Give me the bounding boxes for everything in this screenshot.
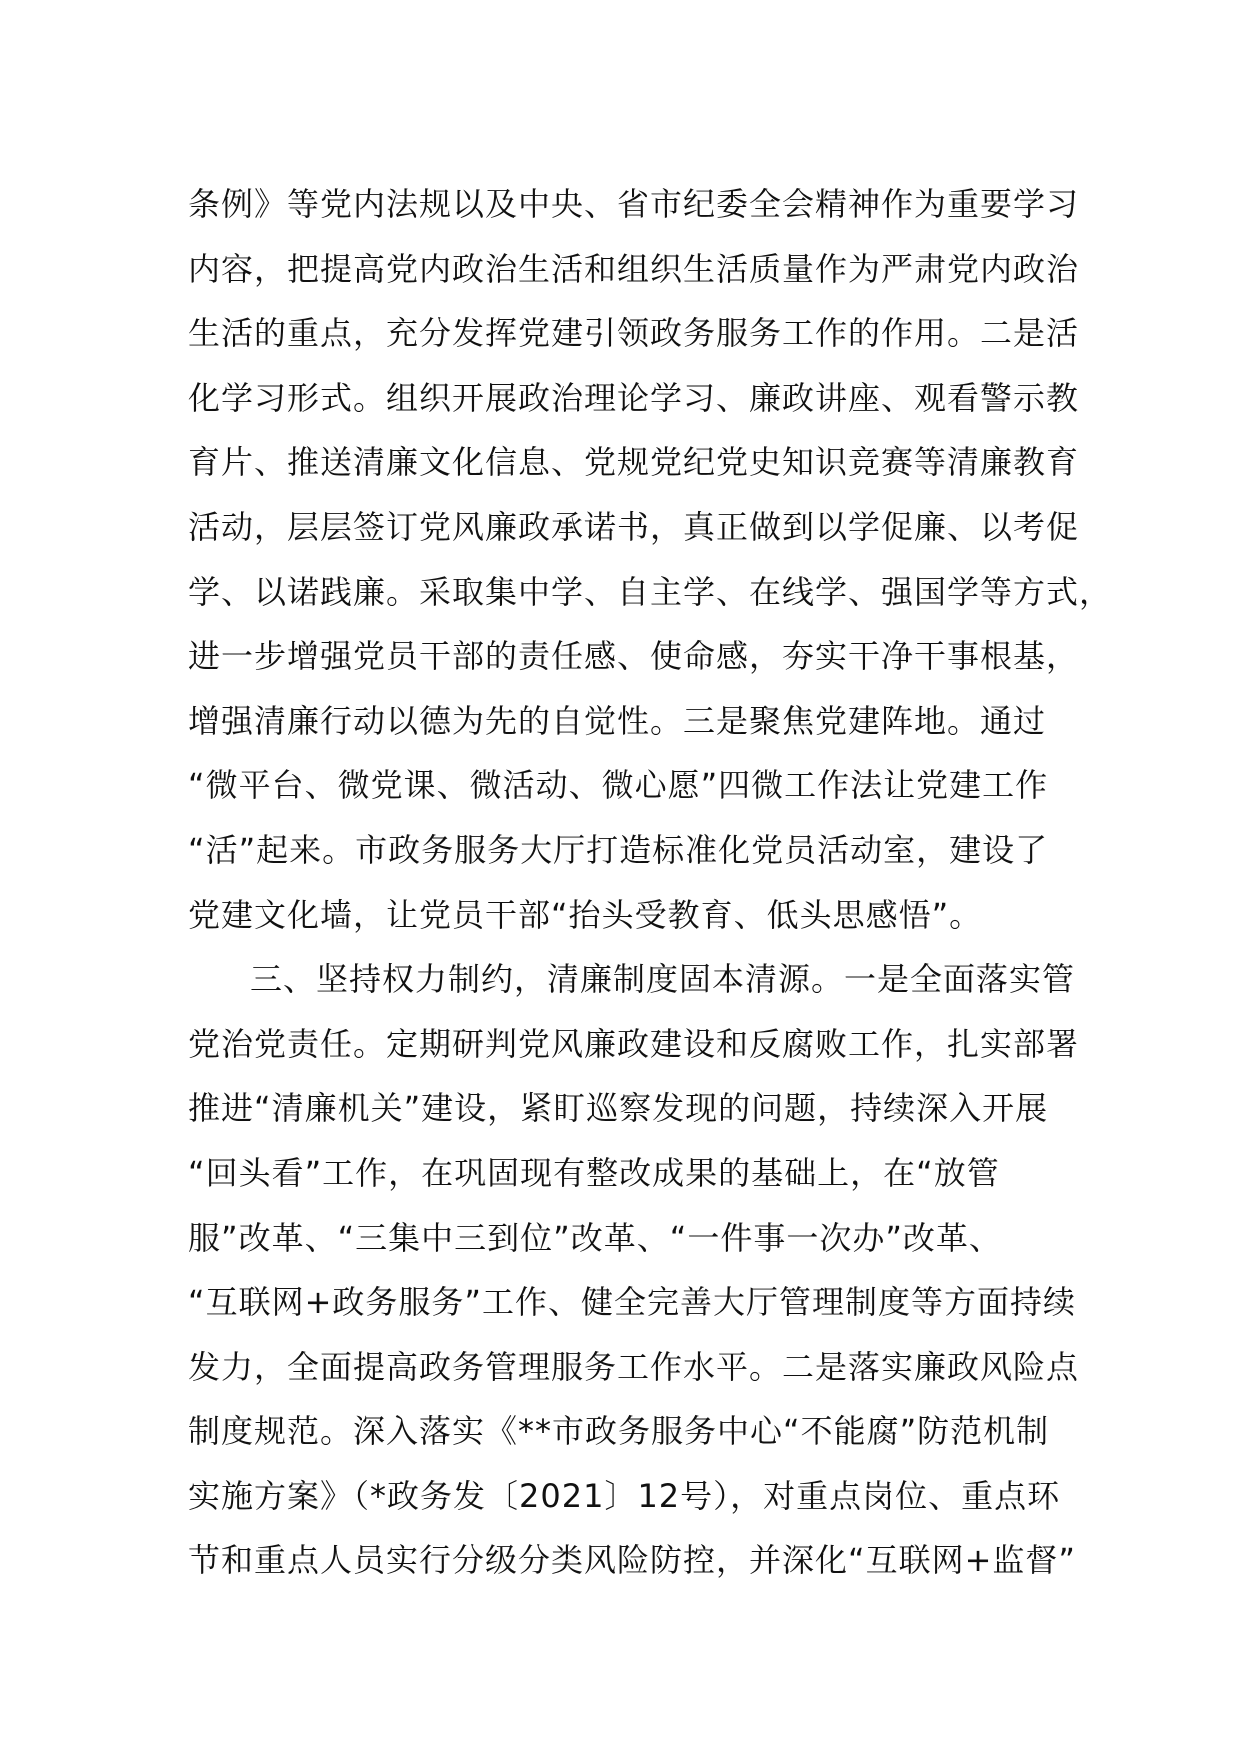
text-line: 活动，层层签订党风廉政承诺书，真正做到以学促廉、以考促 [188, 507, 1080, 546]
text-line: 增强清廉行动以德为先的自觉性。三是聚焦党建阵地。通过 [188, 701, 1047, 740]
body-text [188, 172, 1188, 1593]
text-line: 育片、推送清廉文化信息、党规党纪党史知识竞赛等清廉教育 [188, 443, 1080, 482]
text-line: 实施方案》（*政务发〔2021〕12号），对重点岗位、重点环 [188, 1476, 1061, 1515]
text-line: 化学习形式。组织开展政治理论学习、廉政讲座、观看警示教 [188, 378, 1080, 417]
text-line: 推进“清廉机关”建设，紧盯巡察发现的问题，持续深入开展 [188, 1089, 1049, 1128]
text-line: 条例》等党内法规以及中央、省市纪委全会精神作为重要学习 [188, 185, 1080, 223]
section-heading-line: 三、坚持权力制约，清廉制度固本清源。一是全面落实管 [250, 960, 1076, 999]
text-line: 发力，全面提高政务管理服务工作水平。二是落实廉政风险点 [188, 1347, 1080, 1386]
text-line: 进一步增强党员干部的责任感、使命感，夯实干净干事根基， [188, 637, 1080, 676]
text-line: 内容，把提高党内政治生活和组织生活质量作为严肃党内政治 [188, 249, 1080, 288]
text-line: “互联网+政务服务”工作、健全完善大厅管理制度等方面持续 [188, 1283, 1076, 1322]
text-line: 生活的重点，充分发挥党建引领政务服务工作的作用。二是活 [188, 314, 1080, 353]
text-line: “微平台、微党课、微活动、微心愿”四微工作法让党建工作 [188, 766, 1049, 805]
text-line: “回头看”工作，在巩固现有整改成果的基础上，在“放管 [188, 1153, 1000, 1192]
text-line: 党治党责任。定期研判党风廉政建设和反腐败工作，扎实部署 [188, 1024, 1080, 1063]
text-line: 学、以诺践廉。采取集中学、自主学、在线学、强国学等方式， [188, 572, 1113, 611]
text-line: 服”改革、“三集中三到位”改革、“一件事一次办”改革、 [188, 1218, 1002, 1257]
text-line: 党建文化墙，让党员干部“抬头受教育、低头思感悟”。 [188, 895, 983, 934]
text-line: “活”起来。市政务服务大厅打造标准化党员活动室，建设了 [188, 830, 1049, 869]
text-line: 制度规范。深入落实《**市政务服务中心“不能腐”防范机制 [188, 1412, 1050, 1451]
text-line: 节和重点人员实行分级分类风险防控，并深化“互联网+监督” [188, 1541, 1076, 1580]
